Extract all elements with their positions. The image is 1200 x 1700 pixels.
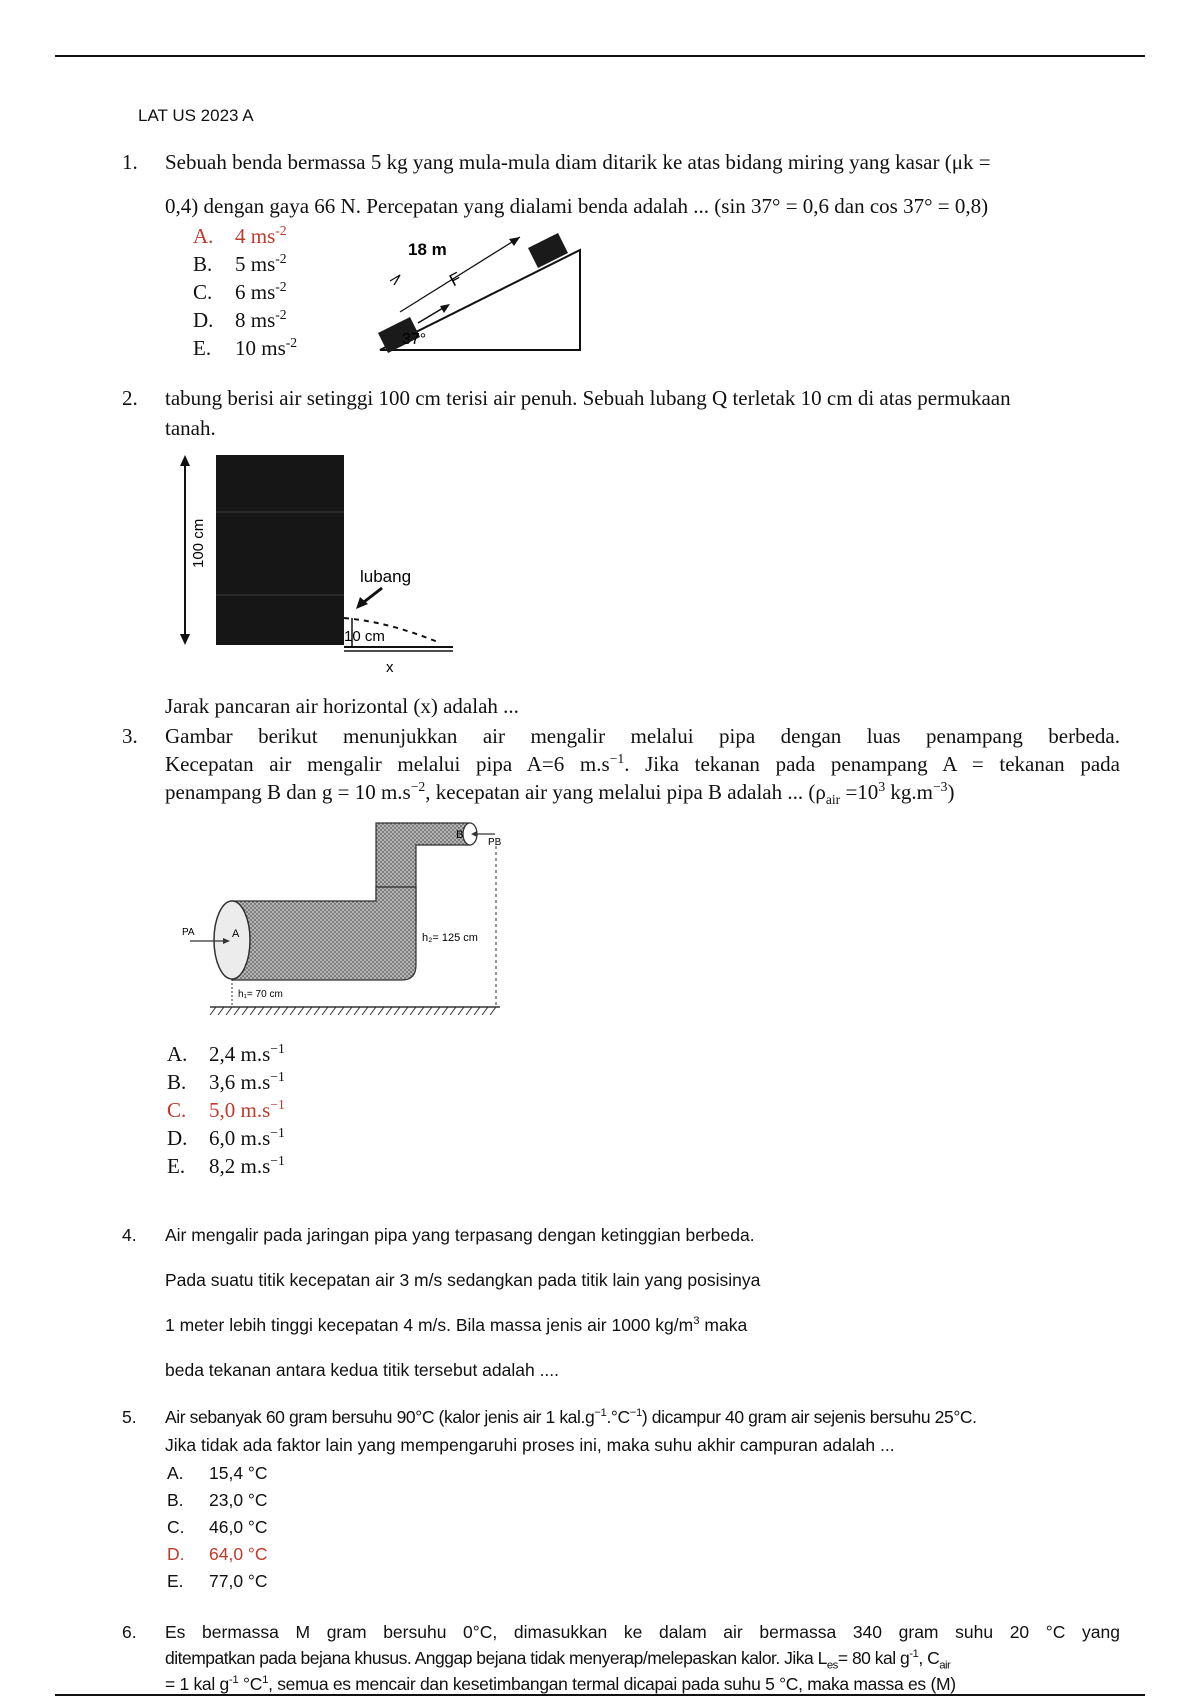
force-label: F bbox=[446, 268, 465, 291]
pipe-a-section bbox=[232, 887, 416, 980]
pipe-a-opening bbox=[214, 901, 250, 979]
label-pb: PB bbox=[488, 837, 502, 848]
label-a: A bbox=[232, 928, 240, 940]
water-tank bbox=[216, 455, 344, 645]
q5-option-c[interactable]: C. 46,0 °C bbox=[167, 1517, 268, 1537]
q1-option-d[interactable]: D. 8 $ms^{-2}$ bbox=[193, 307, 287, 332]
label-h2: h₂= 125 cm bbox=[422, 932, 478, 944]
hole-label: lubang bbox=[360, 567, 412, 586]
q1-option-e[interactable]: E. 10 $ms^{-2}$ bbox=[193, 335, 298, 360]
q2-text-line2: tanah. bbox=[165, 416, 216, 440]
angle-label: 37° bbox=[402, 331, 427, 348]
q3-text-line2: Kecepatan air mengalir melalui pipa A=6 $m.s^{-1}$. Jika tekanan pada penampang A = tekanan pada bbox=[165, 751, 1120, 776]
force-arrowhead bbox=[440, 304, 450, 313]
q3-option-c[interactable]: C. 5,0 $m.s^{-1}$ bbox=[167, 1097, 285, 1122]
q6-number: 6. bbox=[122, 1622, 137, 1642]
q5-text-line1: Air sebanyak 60 gram bersuhu 90°C (kalor jenis air 1 $kal.g^{-1}.^\circ C^{-1}$) dicampur 40 gram air sejenis bersuhu 25°C. bbox=[165, 1407, 977, 1427]
distance-arrow-lower bbox=[390, 275, 400, 285]
ground-hatching bbox=[210, 1007, 496, 1015]
label-pa: PA bbox=[182, 927, 195, 938]
hole-height-label: 10 cm bbox=[344, 628, 385, 645]
q2-number: 2. bbox=[122, 386, 138, 410]
top-rule bbox=[55, 55, 1145, 57]
q1-incline-figure bbox=[370, 215, 590, 355]
tank-height-label: 100 cm bbox=[190, 518, 207, 568]
q4-text-line2: Pada suatu titik kecepatan air 3 m/s sedangkan pada titik lain yang posisinya bbox=[165, 1270, 761, 1290]
q3-option-b[interactable]: B. 3,6 $m.s^{-1}$ bbox=[167, 1069, 285, 1094]
q3-text-line3: penampang B dan g = 10 $m.s^{-2}$, kecepatan air yang melalui pipa B adalah ... ($\rho_{air} =10^3$ $kg.m^{-3}$) bbox=[165, 779, 955, 808]
range-label: x bbox=[386, 659, 394, 675]
distance-arrowhead bbox=[509, 237, 520, 246]
q5-option-b[interactable]: B. 23,0 °C bbox=[167, 1490, 268, 1510]
q4-text-line1: Air mengalir pada jaringan pipa yang terpasang dengan ketinggian berbeda. bbox=[165, 1225, 755, 1245]
q4-text-line4: beda tekanan antara kedua titik tersebut adalah .... bbox=[165, 1360, 560, 1380]
label-h1: h₁= 70 cm bbox=[238, 989, 283, 1000]
q3-option-d[interactable]: D. 6,0 $m.s^{-1}$ bbox=[167, 1125, 285, 1150]
distance-label: 18 m bbox=[408, 240, 447, 259]
q5-option-d[interactable]: D. 64,0 °C bbox=[167, 1544, 268, 1564]
q1-text-line1: Sebuah benda bermassa 5 kg yang mula-mula diam ditarik ke atas bidang miring yang kasar (μk = bbox=[165, 150, 991, 174]
q1-text-line2: 0,4) dengan gaya 66 N. Percepatan yang dialami benda adalah ... (sin 37° = 0,6 dan cos 37° = 0,8) bbox=[165, 194, 989, 218]
q1-number: 1. bbox=[122, 150, 138, 174]
label-b: B bbox=[456, 829, 464, 841]
q3-pipe-figure bbox=[170, 815, 510, 1025]
q6-text-line1: Es bermassa M gram bersuhu 0°C, dimasukkan ke dalam air bermassa 340 gram suhu 20 °C yang bbox=[165, 1622, 1120, 1642]
q3-option-e[interactable]: E. 8,2 $m.s^{-1}$ bbox=[167, 1153, 285, 1178]
q3-number: 3. bbox=[122, 724, 138, 748]
q3-text-line1: Gambar berikut menunjukkan air mengalir melalui pipa dengan luas penampang berbeda. bbox=[165, 724, 1120, 748]
q5-option-a[interactable]: A. 15,4 °C bbox=[167, 1463, 268, 1483]
q2-question: Jarak pancaran air horizontal (x) adalah ... bbox=[165, 694, 519, 718]
q1-option-a[interactable]: A. 4 $ms^{-2}$ bbox=[193, 223, 287, 248]
q6-text-line3: = 1 kal $g^{-1}$ $^\circ C^1$, semua es mencair dan kesetimbangan termal dicapai pada suhu 5 °C, maka massa es (M) bbox=[165, 1674, 956, 1694]
q4-number: 4. bbox=[122, 1225, 137, 1245]
q1-option-b[interactable]: B. 5 $ms^{-2}$ bbox=[193, 251, 287, 276]
q6-text-line2: ditempatkan pada bejana khusus. Anggap bejana tidak menyerap/melepaskan kalor. Jika $L_{es}= 80$ kal $g^{-1}$, $C_{air}$ bbox=[165, 1648, 951, 1672]
block-top bbox=[528, 233, 568, 268]
q5-number: 5. bbox=[122, 1407, 137, 1427]
q2-tank-figure bbox=[170, 450, 470, 675]
q1-option-c[interactable]: C. 6 $ms^{-2}$ bbox=[193, 279, 287, 304]
q5-text-line2: Jika tidak ada faktor lain yang mempengaruhi proses ini, maka suhu akhir campuran adalah ... bbox=[165, 1435, 895, 1455]
page-header: LAT US 2023 A bbox=[138, 106, 254, 125]
bottom-rule bbox=[55, 1694, 1145, 1696]
q5-option-e[interactable]: E. 77,0 °C bbox=[167, 1571, 268, 1591]
q4-text-line3: 1 meter lebih tinggi kecepatan 4 m/s. Bila massa jenis air 1000 $kg/m^3$ maka bbox=[165, 1315, 748, 1335]
q3-option-a[interactable]: A. 2,4 $m.s^{-1}$ bbox=[167, 1041, 285, 1066]
q2-text-line1: tabung berisi air setinggi 100 cm terisi air penuh. Sebuah lubang Q terletak 10 cm di atas permukaan bbox=[165, 386, 1011, 410]
